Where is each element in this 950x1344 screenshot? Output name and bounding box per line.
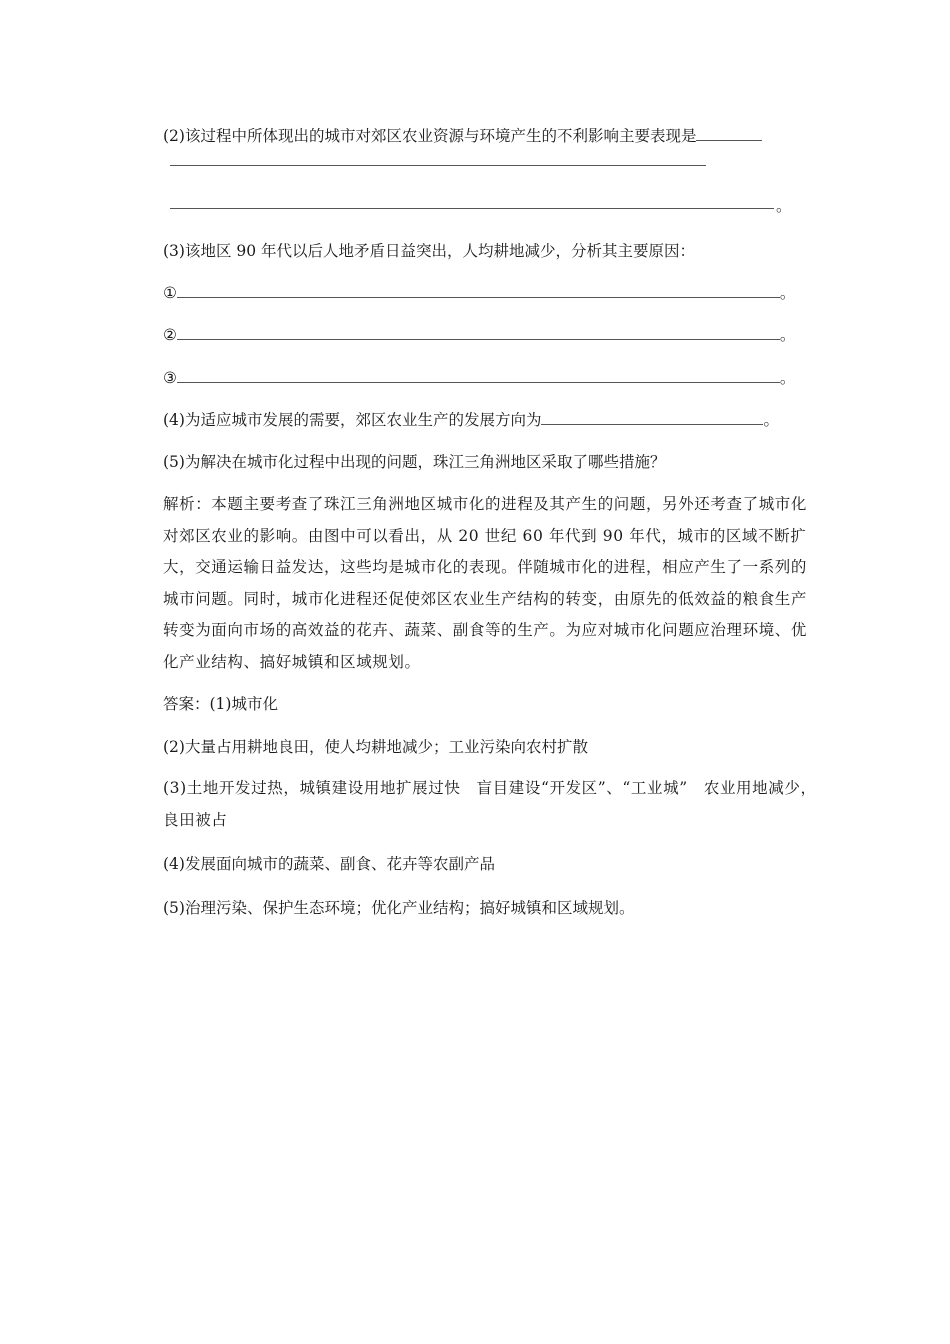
answer-blank	[177, 325, 780, 340]
item-marker: ③	[163, 369, 177, 387]
question-3	[163, 240, 823, 262]
question-4	[163, 409, 823, 431]
answer-3: (3)土地开发过热，城镇建设用地扩展过快 盲目建设“开发区”、“工业城” 农业用地减少，良田被占	[163, 779, 817, 829]
answer-5: (5)治理污染、保护生态环境；优化产业结构；搞好城镇和区域规划。	[163, 899, 635, 917]
answer-2: (2)大量占用耕地良田，使人均耕地减少；工业污染向农村扩散	[163, 738, 588, 756]
period: 。	[779, 369, 796, 387]
question-2-text: (2)该过程中所体现出的城市对郊区农业资源与环境产生的不利影响主要表现是	[163, 127, 697, 145]
question-5	[163, 451, 823, 473]
answer-blank	[696, 126, 762, 141]
answer-blank	[170, 165, 706, 166]
answer-1: 答案：(1)城市化	[163, 695, 278, 713]
analysis-paragraph: 解析：本题主要考查了珠江三角洲地区城市化的进程及其产生的问题，另外还考查了城市化对郊区农业的影响。由图中可以看出，从 20 世纪 60 年代到 90 年代，城市的区域不断扩大，交通运输日益发达，这些均是城市化的表现。伴随城市化的进程，相应产生了一系列的城市问题。同时，城市化进程还促使郊区农业生产结构的转变，由原先的低效益的粮食生产转变为面向市场的高效益的花卉、蔬菜、副食等的生产。为应对城市化问题应治理环境、优化产业结构、搞好城镇和区域规划。	[163, 495, 808, 671]
item-marker: ①	[163, 284, 177, 302]
answer-blank	[541, 410, 763, 425]
answer-4: (4)发展面向城市的蔬菜、副食、花卉等农副产品	[163, 855, 495, 873]
question-3-text: (3)该地区 90 年代以后人地矛盾日益突出，人均耕地减少，分析其主要原因：	[163, 242, 696, 260]
reason-item-1	[163, 282, 823, 304]
question-4-text: (4)为适应城市发展的需要，郊区农业生产的发展方向为	[163, 411, 542, 429]
period: 。	[763, 411, 779, 429]
reason-item-3	[163, 367, 823, 389]
period: 。	[776, 197, 792, 215]
answer-blank	[170, 208, 774, 209]
answer-blank	[177, 283, 780, 298]
item-marker: ②	[163, 326, 177, 344]
question-2	[163, 125, 823, 147]
reason-item-2	[163, 324, 823, 346]
question-5-text: (5)为解决在城市化过程中出现的问题，珠江三角洲地区采取了哪些措施？	[163, 453, 666, 471]
period: 。	[779, 326, 796, 344]
period: 。	[779, 284, 796, 302]
answer-blank	[177, 368, 780, 383]
